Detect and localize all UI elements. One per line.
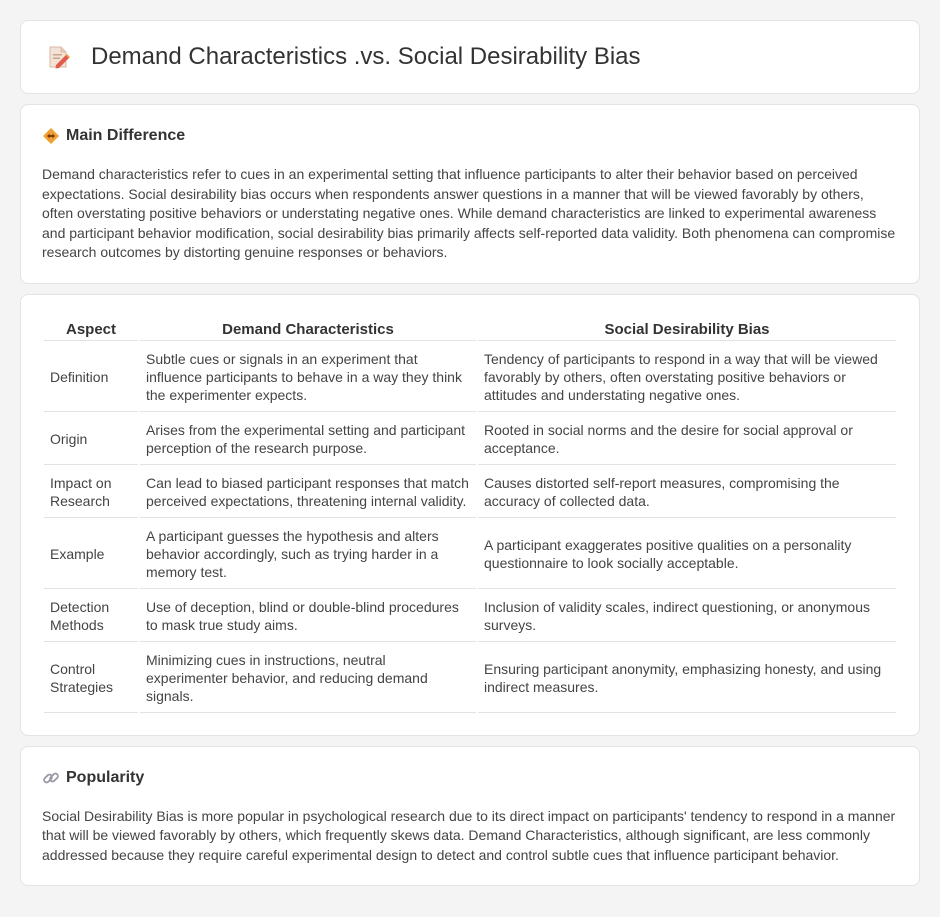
table-row [44, 644, 896, 713]
header-social-desirability-bias: Social Desirability Bias [478, 317, 896, 341]
comparison-table [42, 315, 898, 715]
social-cell: Tendency of participants to respond in a way that will be viewed favorably by others, often overstating positive behaviors or attitudes and understating negative ones. [478, 343, 896, 412]
main-difference-header [42, 127, 898, 145]
diamond-arrows-icon [42, 127, 60, 145]
aspect-cell: Impact on Research [44, 467, 138, 518]
link-icon [42, 769, 60, 787]
demand-cell: Use of deception, blind or double-blind procedures to mask true study aims. [140, 591, 476, 642]
header-aspect: Aspect [44, 317, 138, 341]
aspect-cell: Origin [44, 414, 138, 465]
document-pencil-icon [45, 44, 71, 70]
table-row [44, 414, 896, 465]
demand-cell: Can lead to biased participant responses that match perceived expectations, threatening internal validity. [140, 467, 476, 518]
social-cell: Rooted in social norms and the desire for social approval or acceptance. [478, 414, 896, 465]
table-row [44, 343, 896, 412]
demand-cell: A participant guesses the hypothesis and alters behavior accordingly, such as trying harder in a memory test. [140, 520, 476, 589]
aspect-cell: Detection Methods [44, 591, 138, 642]
main-difference-heading: Main Difference [66, 127, 186, 144]
social-cell: Causes distorted self-report measures, compromising the accuracy of collected data. [478, 467, 896, 518]
demand-cell: Arises from the experimental setting and participant perception of the research purpose. [140, 414, 476, 465]
table-row [44, 591, 896, 642]
demand-cell: Subtle cues or signals in an experiment that influence participants to behave in a way they think the experimenter expects. [140, 343, 476, 412]
social-cell: Ensuring participant anonymity, emphasizing honesty, and using indirect measures. [478, 644, 896, 713]
popularity-header [42, 769, 898, 787]
main-difference-section [20, 104, 920, 284]
header-demand-characteristics: Demand Characteristics [140, 317, 476, 341]
social-cell: A participant exaggerates positive qualities on a personality questionnaire to look socially acceptable. [478, 520, 896, 589]
page-title: Demand Characteristics .vs. Social Desirability Bias [91, 43, 641, 70]
aspect-cell: Definition [44, 343, 138, 412]
aspect-cell: Control Strategies [44, 644, 138, 713]
popularity-text: Social Desirability Bias is more popular in psychological research due to its direct impact on participants' tendency to respond in a manner that will be viewed favorably by others, which frequently skews data. Demand Characteristics, although significant, are less commonly addressed because they require careful experimental design to detect and control subtle cues that influence participant behavior. [42, 807, 896, 863]
main-difference-text: Demand characteristics refer to cues in an experimental setting that influence participants to alter their behavior based on perceived expectations. Social desirability bias occurs when respondents answer questions in a manner that will be viewed favorably by others, often overstating positive behaviors or understating negative ones. While demand characteristics are linked to experimental awareness and participant behavior modification, social desirability bias primarily affects self-reported data validity. Both phenomena can compromise research outcomes by distorting genuine responses or behaviors. [42, 166, 896, 260]
popularity-section [20, 746, 920, 887]
table-row [44, 520, 896, 589]
title-card [20, 20, 920, 94]
demand-cell: Minimizing cues in instructions, neutral experimenter behavior, and reducing demand signals. [140, 644, 476, 713]
social-cell: Inclusion of validity scales, indirect questioning, or anonymous surveys. [478, 591, 896, 642]
table-row [44, 467, 896, 518]
comparison-table-card [20, 294, 920, 736]
table-header-row [44, 317, 896, 341]
popularity-heading: Popularity [66, 768, 145, 786]
aspect-cell: Example [44, 520, 138, 589]
